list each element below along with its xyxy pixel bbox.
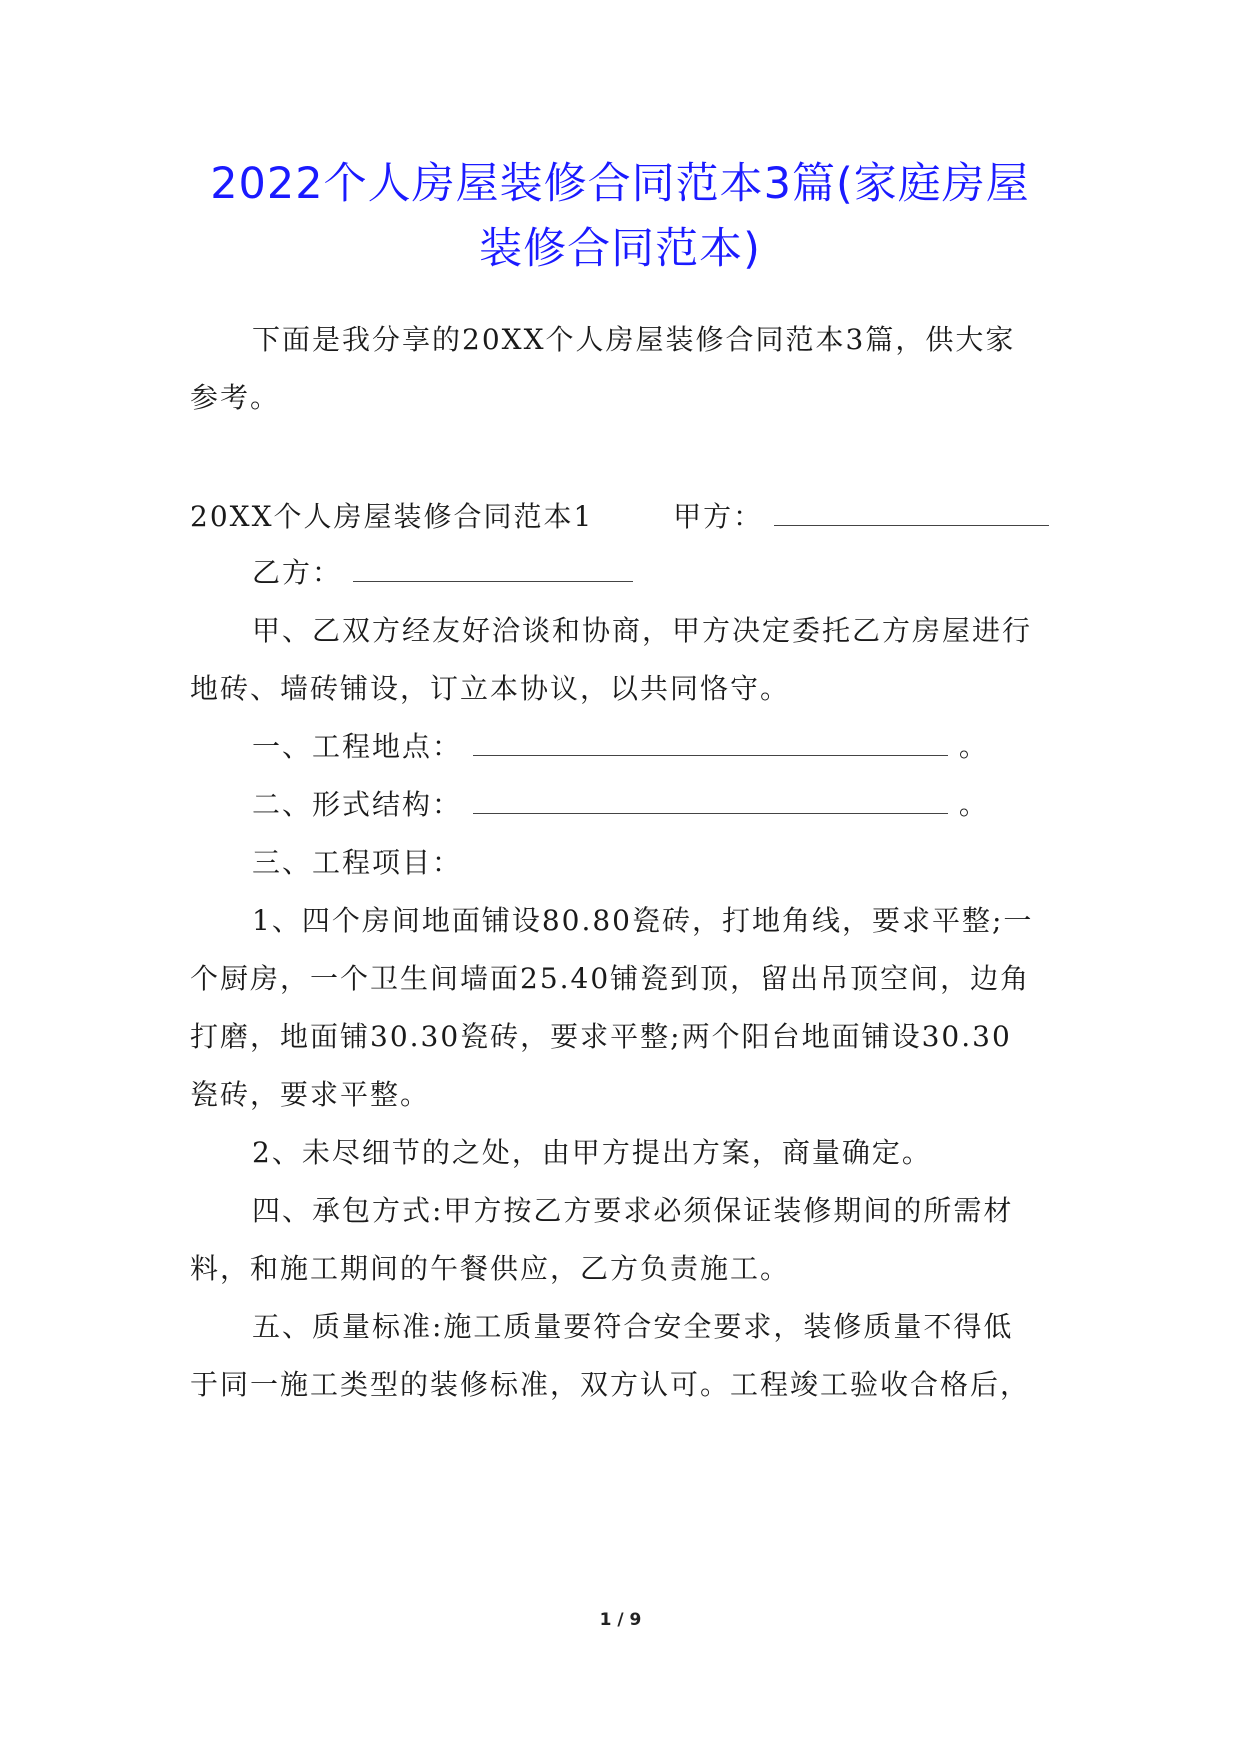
document-title-line-1: 2022个人房屋装修合同范本3篇(家庭房屋 [210, 159, 1030, 209]
item-2-label: 二、形式结构： [252, 788, 463, 821]
item-2-end: 。 [958, 788, 989, 821]
party-b-blank [353, 555, 633, 582]
party-b-row [252, 553, 1062, 593]
item-3-p1-line-2: 个厨房，一个卫生间墙面25.40铺瓷到顶，留出吊顶空间，边角 [190, 962, 1031, 995]
item-1-blank [473, 729, 948, 756]
intro-line-1: 下面是我分享的20XX个人房屋装修合同范本3篇，供大家 [252, 323, 1016, 356]
party-a-label: 甲方： [673, 500, 764, 533]
item-3-p1-line-1: 1、四个房间地面铺设80.80瓷砖，打地角线，要求平整;一 [252, 904, 1034, 937]
item-4-line-2: 料，和施工期间的午餐供应，乙方负责施工。 [190, 1252, 791, 1285]
item-1-end: 。 [958, 730, 989, 763]
item-4-line-1: 四、承包方式:甲方按乙方要求必须保证装修期间的所需材 [252, 1194, 1014, 1227]
preamble-line-1: 甲、乙双方经友好洽谈和协商，甲方决定委托乙方房屋进行 [252, 614, 1033, 647]
item-3-label: 三、工程项目： [252, 846, 463, 879]
item-2-blank [473, 787, 948, 814]
contract-heading: 20XX个人房屋装修合同范本1 [190, 500, 594, 533]
document-title-line-2: 装修合同范本) [479, 224, 761, 274]
item-3-p2-line-1: 2、未尽细节的之处，由甲方提出方案，商量确定。 [252, 1136, 932, 1169]
item-1-row [252, 727, 1062, 767]
item-5-line-2: 于同一施工类型的装修标准，双方认可。工程竣工验收合格后， [190, 1368, 1031, 1401]
item-2-row [252, 785, 1062, 825]
party-b-label: 乙方： [252, 556, 343, 589]
page-indicator: 1 / 9 [599, 1610, 642, 1630]
item-3-p1-line-4: 瓷砖，要求平整。 [190, 1078, 431, 1111]
party-a-blank [774, 499, 1049, 526]
item-5-line-1: 五、质量标准:施工质量要符合安全要求，装修质量不得低 [252, 1310, 1014, 1343]
preamble-line-2: 地砖、墙砖铺设，订立本协议，以共同恪守。 [190, 672, 791, 705]
item-3-p1-line-3: 打磨，地面铺30.30瓷砖，要求平整;两个阳台地面铺设30.30 [190, 1020, 1012, 1053]
contract-heading-row [190, 497, 1060, 537]
item-1-label: 一、工程地点： [252, 730, 463, 763]
intro-line-2: 参考。 [190, 381, 281, 414]
